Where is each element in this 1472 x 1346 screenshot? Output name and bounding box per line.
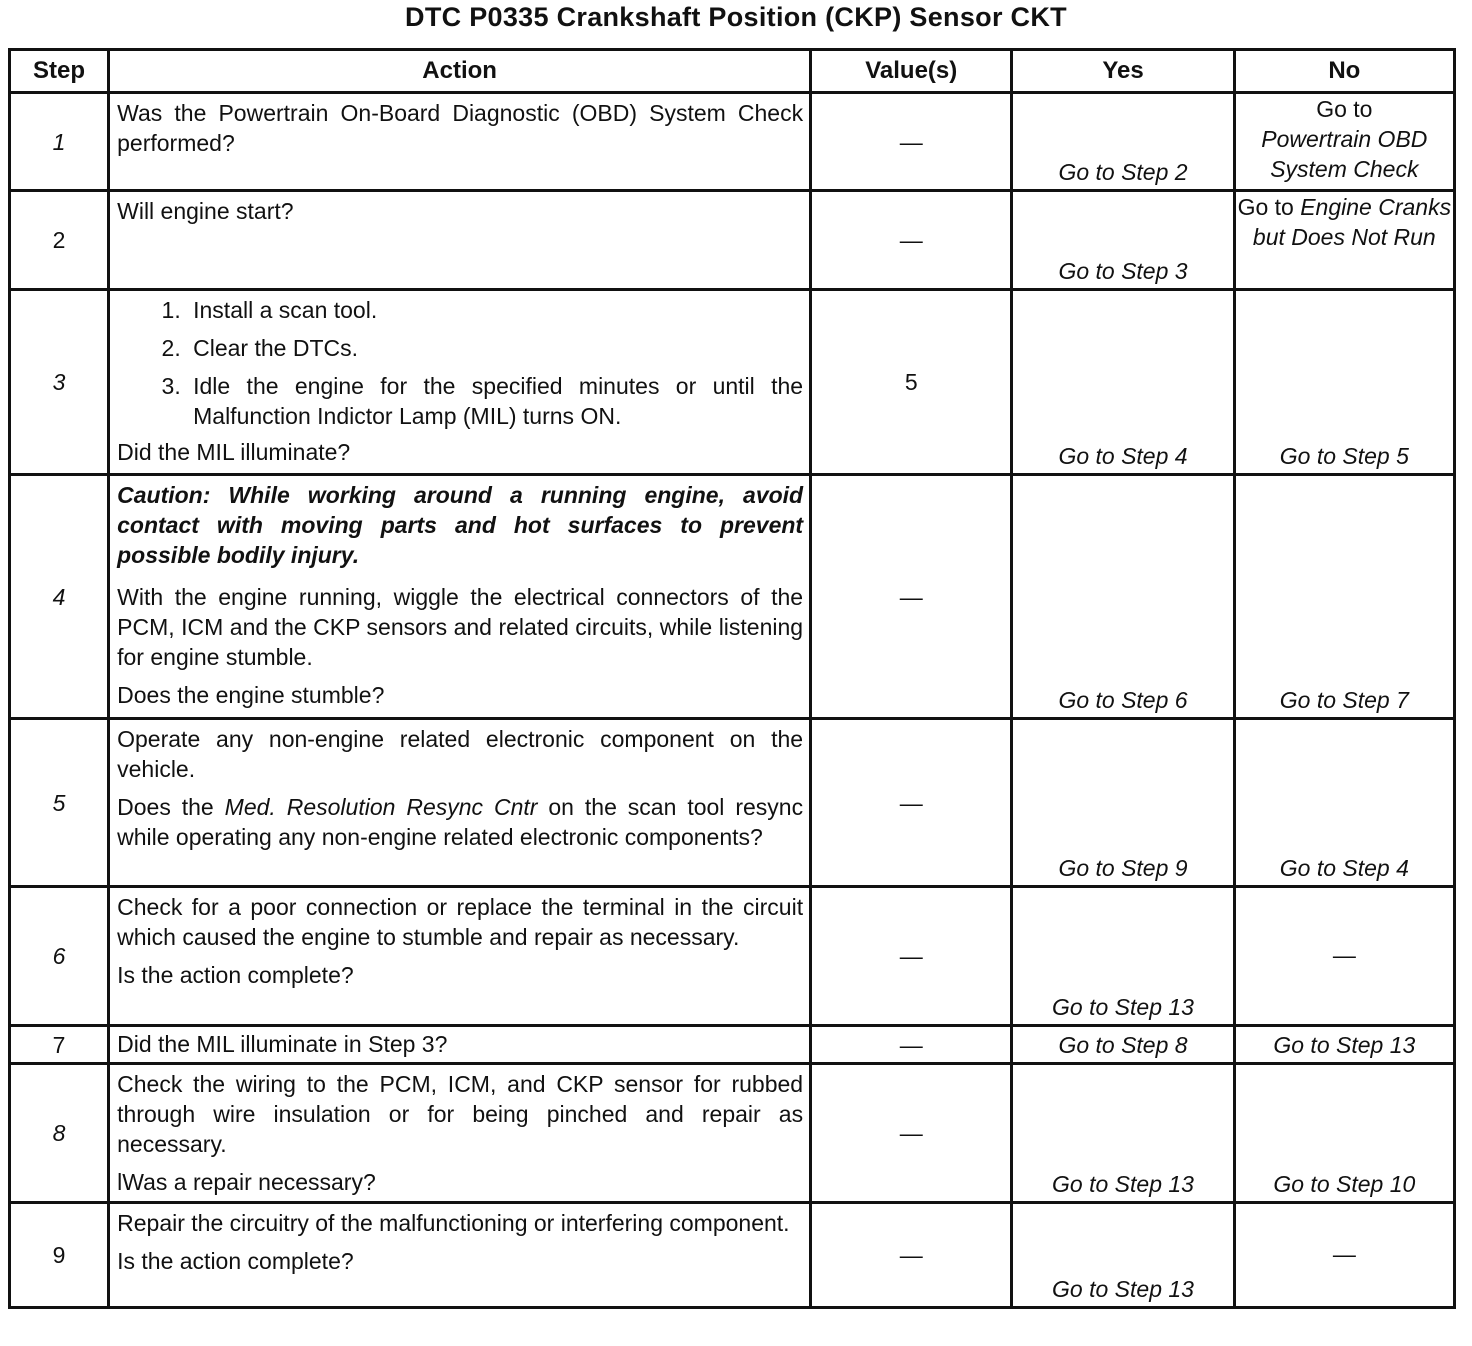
table-row — [10, 719, 1455, 887]
header-row — [10, 50, 1455, 93]
action-cell — [109, 1203, 811, 1308]
table-row — [10, 1203, 1455, 1308]
scan-parameter: Med. Resolution Resync Cntr — [224, 794, 538, 820]
diagnostic-table — [8, 48, 1456, 1309]
action-text: Operate any non-engine related electronic component on the vehicle. — [117, 726, 804, 782]
value-cell: — — [811, 475, 1012, 719]
action-cell — [109, 290, 811, 475]
action-question: Did the MIL illuminate? — [117, 439, 351, 465]
yes-link[interactable]: Go to Step 6 — [1012, 475, 1234, 719]
list-item: 1. Install a scan tool. — [187, 295, 803, 325]
yes-link[interactable]: Go to Step 13 — [1012, 1203, 1234, 1308]
value-cell: — — [811, 93, 1012, 191]
header-no: No — [1234, 50, 1454, 93]
action-cell — [109, 191, 811, 290]
action-text: With the engine running, wiggle the electrical connectors of the PCM, ICM and the CKP sensors and related circuits, while listening for engine stumble. — [117, 584, 804, 670]
action-question: lWas a repair necessary? — [117, 1169, 376, 1195]
no-value: — — [1234, 887, 1454, 1026]
no-link[interactable]: Go to Step 4 — [1234, 719, 1454, 887]
list-item: 2. Clear the DTCs. — [187, 333, 803, 363]
action-text: Repair the circuitry of the malfunctioning or interfering component. — [117, 1210, 790, 1236]
yes-link[interactable]: Go to Step 13 — [1012, 1064, 1234, 1203]
value-cell: — — [811, 1064, 1012, 1203]
yes-link[interactable]: Go to Step 3 — [1012, 191, 1234, 290]
question-pre: Does the — [117, 794, 225, 820]
step-number: 7 — [10, 1026, 109, 1064]
yes-link[interactable]: Go to Step 9 — [1012, 719, 1234, 887]
action-cell — [109, 93, 811, 191]
step-number: 9 — [10, 1203, 109, 1308]
no-link[interactable] — [1234, 191, 1454, 290]
action-cell — [109, 887, 811, 1026]
table-row — [10, 475, 1455, 719]
page-title: DTC P0335 Crankshaft Position (CKP) Sensor CKT — [405, 2, 1067, 32]
action-cell — [109, 1026, 811, 1064]
value-cell: 5 — [811, 290, 1012, 475]
header-value: Value(s) — [811, 50, 1012, 93]
question-post: on the scan tool resync while operating any non-engine related electronic components? — [117, 794, 804, 850]
step-number: 1 — [10, 93, 109, 191]
yes-link[interactable]: Go to Step 8 — [1012, 1026, 1234, 1064]
table-row — [10, 290, 1455, 475]
action-question — [117, 792, 803, 852]
no-prefix: Go to — [1316, 96, 1373, 122]
yes-link[interactable]: Go to Step 4 — [1012, 290, 1234, 475]
table-row — [10, 1064, 1455, 1203]
action-question: Does the engine stumble? — [117, 682, 385, 708]
table-row — [10, 887, 1455, 1026]
step-number: 6 — [10, 887, 109, 1026]
step-number: 8 — [10, 1064, 109, 1203]
no-link[interactable]: Go to Step 7 — [1234, 475, 1454, 719]
step-number: 4 — [10, 475, 109, 719]
no-target: Engine Cranks but Does Not Run — [1252, 194, 1452, 250]
step-number: 5 — [10, 719, 109, 887]
action-cell — [109, 719, 811, 887]
yes-link[interactable]: Go to Step 13 — [1012, 887, 1234, 1026]
no-link[interactable]: Go to Step 10 — [1234, 1064, 1454, 1203]
action-cell — [109, 475, 811, 719]
action-cell — [109, 1064, 811, 1203]
action-text: Check for a poor connection or replace the terminal in the circuit which caused the engine to stumble and repair as necessary. — [117, 894, 804, 950]
no-link[interactable]: Go to Step 13 — [1234, 1026, 1454, 1064]
no-link[interactable] — [1234, 93, 1454, 191]
procedure-list — [117, 295, 803, 431]
action-question: Is the action complete? — [117, 1248, 354, 1274]
value-cell: — — [811, 191, 1012, 290]
caution-text: Caution: While working around a running engine, avoid contact with moving parts and hot surfaces to prevent possible bodily injury. — [117, 482, 804, 568]
header-action: Action — [109, 50, 811, 93]
value-cell: — — [811, 1026, 1012, 1064]
step-number: 3 — [10, 290, 109, 475]
no-target: Powertrain OBD System Check — [1261, 126, 1428, 182]
no-value: — — [1234, 1203, 1454, 1308]
action-text: Was the Powertrain On-Board Diagnostic (OBD) System Check performed? — [117, 100, 804, 156]
action-text: Did the MIL illuminate in Step 3? — [117, 1031, 448, 1057]
table-row — [10, 191, 1455, 290]
value-cell: — — [811, 719, 1012, 887]
value-cell: — — [811, 1203, 1012, 1308]
list-item: 3. Idle the engine for the specified minutes or until the Malfunction Indictor Lamp (MIL) turns ON. — [187, 371, 803, 431]
header-yes: Yes — [1012, 50, 1234, 93]
action-question: Is the action complete? — [117, 962, 354, 988]
step-number: 2 — [10, 191, 109, 290]
table-row — [10, 93, 1455, 191]
yes-link[interactable]: Go to Step 2 — [1012, 93, 1234, 191]
action-text: Will engine start? — [117, 198, 294, 224]
header-step: Step — [10, 50, 109, 93]
value-cell: — — [811, 887, 1012, 1026]
table-row — [10, 1026, 1455, 1064]
no-link[interactable]: Go to Step 5 — [1234, 290, 1454, 475]
action-text: Check the wiring to the PCM, ICM, and CKP sensor for rubbed through wire insulation or for being pinched and repair as necessary. — [117, 1071, 804, 1157]
no-prefix: Go to — [1237, 194, 1294, 220]
